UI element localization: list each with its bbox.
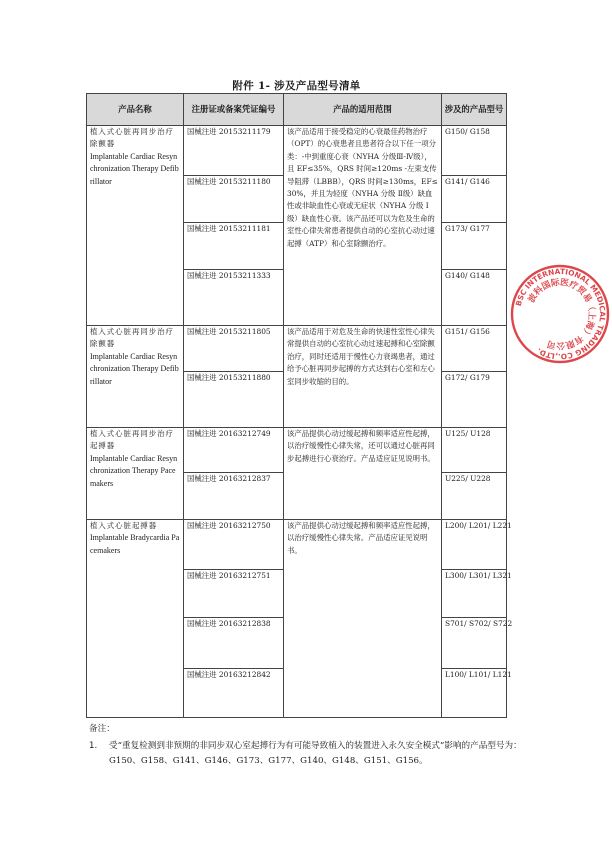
table-row	[87, 326, 507, 372]
model-cell: G172/ G179	[442, 372, 507, 428]
product-name-en: Implantable Cardiac Resynchronization Therapy Defibrillator	[90, 351, 179, 386]
product-name-en: Implantable Cardiac Resynchronization Therapy Defibrillator	[90, 151, 179, 186]
scope-cell: 该产品提供心动过缓起搏和频率适应性起搏，以治疗缓慢性心律失常。产品适应证见说明书。	[284, 520, 442, 718]
product-name-cell	[87, 126, 184, 326]
notes-label: 备注：	[89, 724, 115, 734]
cert-number-cell: 国械注进 20163212751	[184, 570, 284, 618]
product-name-zh: 植入式心脏再同步治疗除颤器	[90, 127, 174, 149]
model-cell: U225/ U228	[442, 473, 507, 520]
product-name-cell	[87, 428, 184, 520]
notes-section	[89, 722, 529, 769]
note-number: 1.	[89, 741, 98, 751]
table-row	[87, 126, 507, 176]
header-product-name: 产品名称	[87, 94, 184, 126]
cert-number-cell: 国械注进 20163212837	[184, 473, 284, 520]
product-model-table	[86, 93, 513, 718]
seal-inner-text: 波科国际医疗贸易（上海）有限公司	[526, 277, 597, 351]
model-cell: G141/ G146	[442, 176, 507, 223]
note-item	[89, 739, 529, 769]
seal-outer-text: BSC INTERNATIONAL MEDICAL TRADING CO.,LTD.	[513, 266, 608, 362]
cert-number-cell: 国械注进 20163212749	[184, 428, 284, 473]
note-text: 受“重复检测到非预期的非同步双心室起搏行为有可能导致植入的装置进入永久安全模式”影响的产品型号为：G150、G158、G141、G146、G173、G177、G140、G148、G151、G156。	[109, 741, 522, 766]
product-name-zh: 植入式心脏起搏器	[90, 521, 158, 530]
model-cell: L100/ L101/ L121	[442, 669, 507, 718]
header-models: 涉及的产品型号	[442, 94, 507, 126]
model-cell: G140/ G148	[442, 270, 507, 326]
model-cell: U125/ U128	[442, 428, 507, 473]
product-name-zh: 植入式心脏再同步治疗除颤器	[90, 327, 174, 349]
product-name-zh: 植入式心脏再同步治疗起搏器	[90, 429, 174, 451]
model-cell: L200/ L201/ L221	[442, 520, 507, 570]
page-title: 附件 1- 涉及产品型号清单	[232, 80, 361, 92]
model-cell: G151/ G156	[442, 326, 507, 372]
company-seal-stamp	[508, 262, 612, 366]
cert-number-cell: 国械注进 20153211181	[184, 223, 284, 270]
cert-number-cell: 国械注进 20153211880	[184, 372, 284, 428]
cert-number-cell: 国械注进 20153211805	[184, 326, 284, 372]
cert-number-cell: 国械注进 20153211180	[184, 176, 284, 223]
product-name-cell	[87, 520, 184, 718]
cert-number-cell: 国械注进 20153211333	[184, 270, 284, 326]
scope-cell: 该产品提供心动过缓起搏和频率适应性起搏，以治疗缓慢性心律失常，还可以通过心脏再同步起搏进行心衰治疗。产品适应证见说明书。	[284, 428, 442, 520]
cert-number-cell: 国械注进 20163212750	[184, 520, 284, 570]
header-scope: 产品的适用范围	[284, 94, 442, 126]
seal-graphic	[512, 266, 608, 362]
model-cell: G173/ G177	[442, 223, 507, 270]
table-row	[87, 428, 507, 473]
cert-number-cell: 国械注进 20163212838	[184, 618, 284, 669]
table-row	[87, 520, 507, 570]
header-cert-number: 注册证或备案凭证编号	[184, 94, 284, 126]
scope-cell: 该产品适用于对危及生命的快速性室性心律失常提供自动的心室抗心动过速起搏和心室除颤治疗，同时还适用于慢性心力衰竭患者，通过给予心脏再同步起搏的方式达到右心室和左心室同步收缩的目的。	[284, 326, 442, 428]
cert-number-cell: 国械注进 20153211179	[184, 126, 284, 176]
product-name-en: Implantable Cardiac Resynchronization Therapy Pacemakers	[90, 453, 178, 488]
product-name-cell	[87, 326, 184, 428]
product-name-en: Implantable Bradycardia Pacemakers	[90, 533, 180, 555]
cert-number-cell: 国械注进 20163212842	[184, 669, 284, 718]
scope-cell: 该产品适用于接受稳定的心衰最佳药物治疗（OPT）的心衰患者且患者符合以下任一项分类：-中到重度心衰（NYHA 分级Ⅲ-Ⅳ级），且 EF≤35%，QRS 时间≥120ms -左束支传导阻滞（LBBB），QRS 时间≥130ms，EF≤30%，并且为轻度（NYHA 分级 Ⅱ级）缺血性或非缺血性心衰或无症状（NYHA 分级 Ⅰ级）缺血性心衰。该产品还可以为危及生命的室性心律失常患者提供自动的心室抗心动过速起搏（ATP）和心室除颤治疗。	[284, 126, 442, 326]
model-cell: L300/ L301/ L321	[442, 570, 507, 618]
model-cell: S701/ S702/ S722	[442, 618, 507, 669]
model-cell: G150/ G158	[442, 126, 507, 176]
table-header-row	[87, 94, 507, 126]
